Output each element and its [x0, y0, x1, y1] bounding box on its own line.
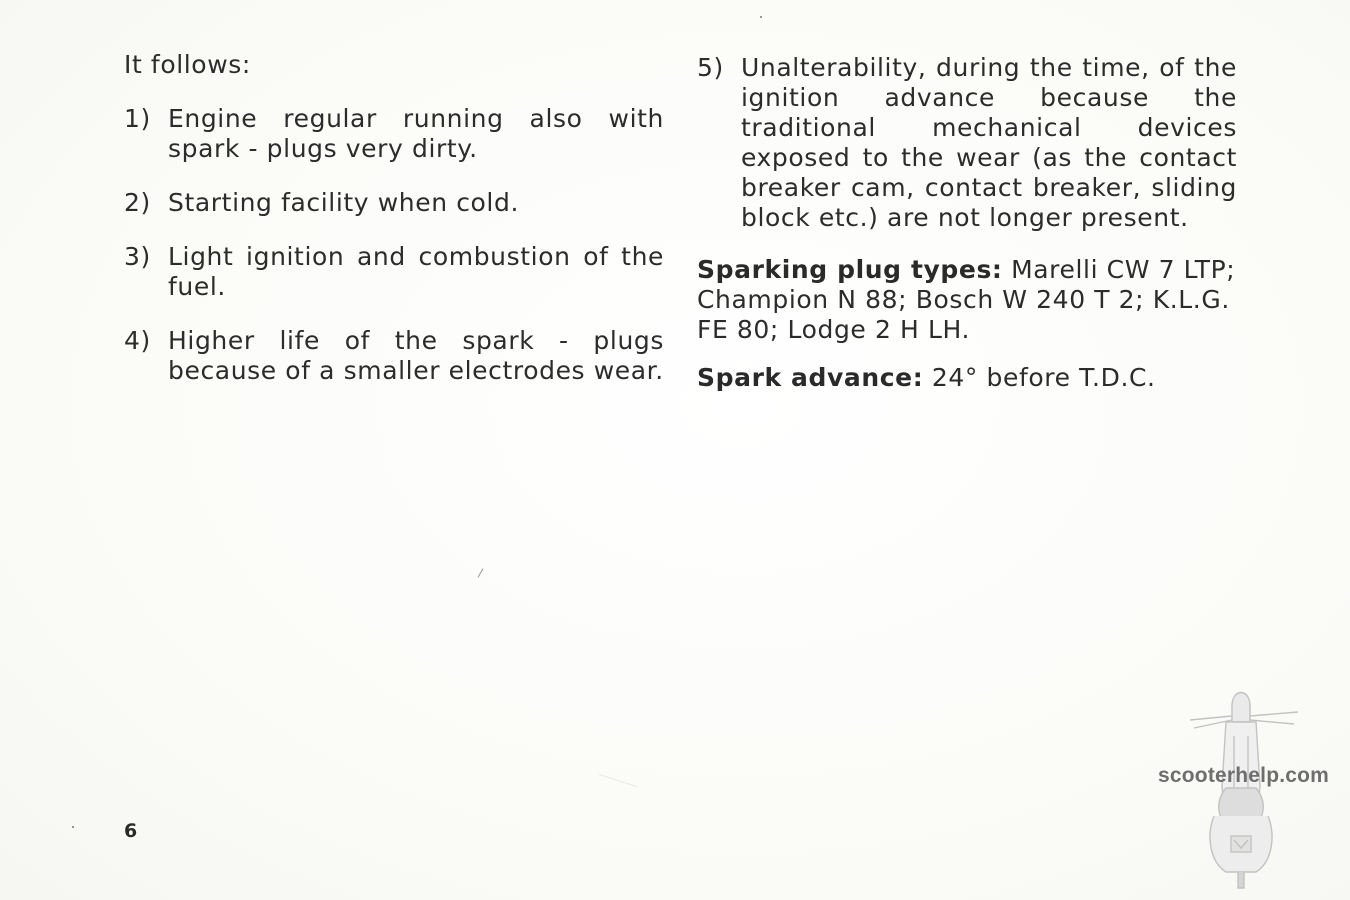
list-item-text: Engine regular running also with spark - plugs very dirty. — [168, 104, 664, 163]
scooterhelp-watermark — [1158, 676, 1348, 890]
right-column — [697, 53, 1237, 411]
spark-advance-text: 24° before T.D.C. — [931, 363, 1156, 392]
list-item-number: 1) — [124, 104, 151, 133]
list-item — [124, 242, 664, 302]
list-item-text: Unalterability, during the time, of the ignition advance because the traditional mechanical devices exposed to the wear (as the contact breaker cam, contact breaker, sliding block etc.) are not longer present. — [741, 53, 1237, 232]
list-item — [124, 326, 664, 386]
list-item — [124, 188, 664, 218]
scan-speck — [760, 16, 762, 18]
spark-plug-types-label: Sparking plug types: — [697, 255, 1003, 284]
page-number: 6 — [124, 820, 138, 842]
spark-advance — [697, 363, 1237, 393]
list-item-text: Starting facility when cold. — [168, 188, 519, 217]
scan-speck — [72, 826, 74, 828]
scan-speck — [599, 774, 637, 787]
list-item-number: 4) — [124, 326, 151, 355]
spark-advance-label: Spark advance: — [697, 363, 924, 392]
intro-text: It follows: — [124, 50, 251, 79]
left-column — [124, 50, 664, 410]
list-item-text: Light ignition and combustion of the fuel. — [168, 242, 664, 301]
watermark-text: scooterhelp.com — [1158, 764, 1330, 787]
list-item-number: 2) — [124, 188, 151, 217]
list-item — [697, 53, 1237, 233]
list-item — [124, 104, 664, 164]
list-item-text: Higher life of the spark - plugs because of a smaller electrodes wear. — [168, 326, 664, 385]
list-item-number: 3) — [124, 242, 151, 271]
list-item-number: 5) — [697, 53, 724, 82]
spark-plug-types-text: Marelli CW 7 LTP; Champion N 88; Bosch W 240 T 2; K.L.G. FE 80; Lodge 2 H LH. — [697, 255, 1236, 344]
spark-plug-types — [697, 255, 1237, 345]
scan-speck — [478, 568, 484, 577]
